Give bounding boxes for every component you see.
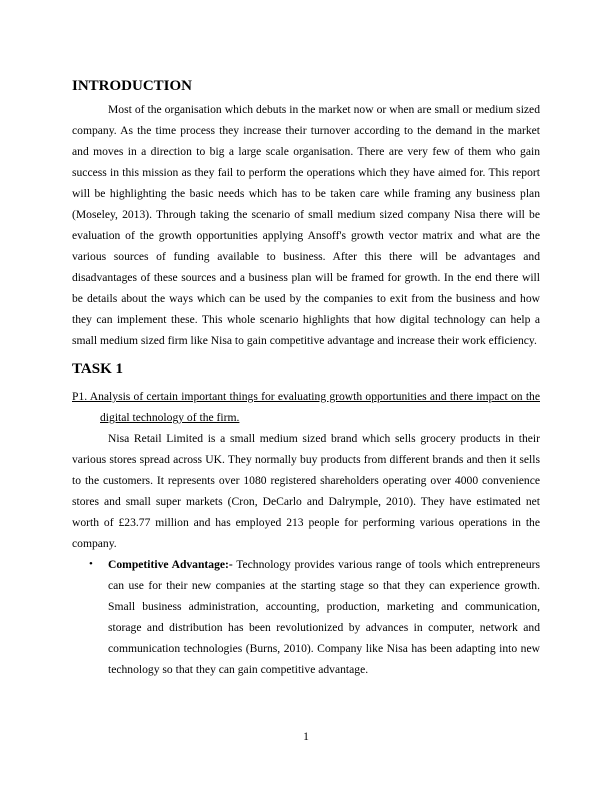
page-number: 1 — [303, 730, 309, 743]
task1-subtitle: P1. Analysis of certain important things for evaluating growth opportunities and there impact on the digital technology of the firm. — [72, 390, 540, 424]
task1-paragraph: Nisa Retail Limited is a small medium sized brand which sells grocery products in their various stores spread across UK. They normally buy products from different brands and then it sells to the customers. It represents over 1080 registered shareholders operating over 4000 convenience stores and small super markets (Cron, DeCarlo and Dalrymple, 2010). They have estimated net worth of £23.77 million and has employed 213 people for performing various operations in the company. — [72, 432, 540, 550]
bullet-icon: • — [89, 558, 93, 570]
introduction-heading: INTRODUCTION — [72, 78, 193, 94]
task1-heading: TASK 1 — [72, 361, 123, 377]
document-page — [72, 76, 540, 680]
bullet-text: Technology provides various range of tools which entrepreneurs can use for their new companies at the starting stage so that they can experience growth. Small business administration, accounting, production, marketing and communication, storage and distribution has been revolutionized by advances in computer, network and communication technologies (Burns, 2010). Company like Nisa has been adapting into new technology so that they can gain competitive advantage. — [108, 558, 540, 676]
introduction-paragraph: Most of the organisation which debuts in the market now or when are small or medium sized company. As the time process they increase their turnover according to the demand in the market and moves in a direction to big a large scale organisation. There are very few of them who gain success in this mission as they fail to perform the operations which they have aimed for. This report will be highlighting the basic needs which has to be taken care while framing any business plan (Moseley, 2013). Through taking the scenario of small medium sized company Nisa there will be evaluation of the growth opportunities applying Ansoff's growth vector matrix and what are the various sources of funding available to business. After this there will be advantages and disadvantages of these sources and a business plan will be framed for growth. In the end there will be details about the ways which can be used by the companies to exit from the business and how they can implement these. This whole scenario highlights that how digital technology can help a small medium sized firm like Nisa to gain competitive advantage and increase their work efficiency. — [72, 103, 540, 347]
bullet-item-competitive-advantage — [72, 554, 540, 680]
bullet-term: Competitive Advantage:- — [108, 558, 233, 571]
bullet-list — [72, 554, 540, 680]
